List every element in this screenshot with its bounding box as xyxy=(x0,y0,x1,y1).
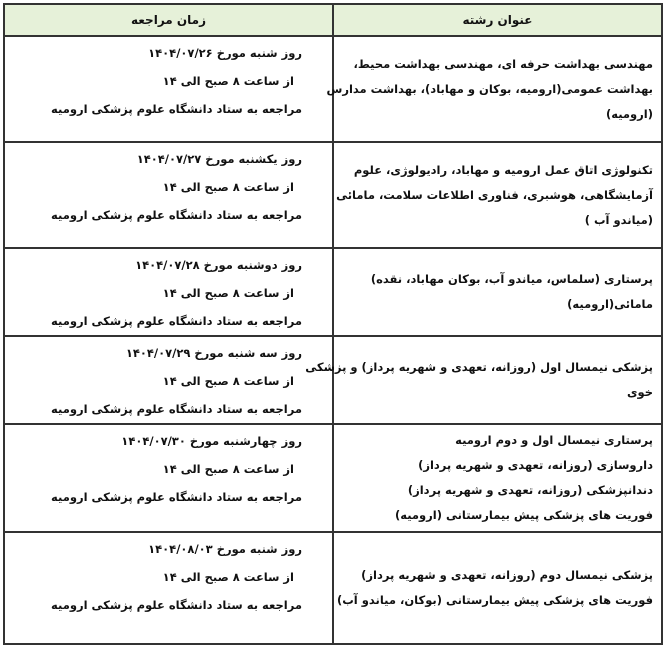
visit-place: مراجعه به ستاد دانشگاه علوم پزشکی ارومیه xyxy=(51,208,302,222)
table-body xyxy=(4,36,662,644)
field-line: فوریت های پزشکی پیش بیمارستانی (بوکان، میاندو آب) xyxy=(337,593,653,607)
table-row xyxy=(4,142,662,248)
visit-date: روز یکشنبه مورخ ۱۴۰۴/۰۷/۲۷ xyxy=(136,152,302,166)
table-row xyxy=(4,532,662,644)
field-line: پرستاری (سلماس، میاندو آب، بوکان مهاباد، نقده) xyxy=(370,272,653,286)
visit-hours: از ساعت ۸ صبح الی ۱۴ xyxy=(162,180,294,194)
header-field: عنوان رشته xyxy=(333,4,662,36)
table-row xyxy=(4,36,662,142)
time-cell xyxy=(4,142,333,248)
header-time: زمان مراجعه xyxy=(4,4,333,36)
time-cell xyxy=(4,248,333,336)
field-line: (ارومیه) xyxy=(605,106,653,121)
field-cell xyxy=(333,142,662,248)
field-line: فوریت های پزشکی پیش بیمارستانی (ارومیه) xyxy=(394,508,653,522)
visit-place: مراجعه به ستاد دانشگاه علوم پزشکی ارومیه xyxy=(51,402,302,416)
visit-hours: از ساعت ۸ صبح الی ۱۴ xyxy=(162,286,294,300)
field-line: آزمایشگاهی، هوشبری، فناوری اطلاعات سلامت، مامائی xyxy=(336,187,653,202)
field-line: تکنولوژی اتاق عمل ارومیه و مهاباد، رادیولوژی، علوم xyxy=(353,162,653,177)
field-line: مامائی(ارومیه) xyxy=(567,297,653,311)
field-line: دندانپزشکی (روزانه، تعهدی و شهریه پرداز) xyxy=(407,483,653,497)
visit-place: مراجعه به ستاد دانشگاه علوم پزشکی ارومیه xyxy=(51,598,302,612)
visit-date: روز سه شنبه مورخ ۱۴۰۴/۰۷/۲۹ xyxy=(125,346,302,360)
field-line: پزشکی نیمسال دوم (روزانه، تعهدی و شهریه پرداز) xyxy=(361,568,653,582)
visit-hours: از ساعت ۸ صبح الی ۱۴ xyxy=(162,570,294,584)
time-cell xyxy=(4,36,333,142)
visit-hours: از ساعت ۸ صبح الی ۱۴ xyxy=(162,374,294,388)
visit-hours: از ساعت ۸ صبح الی ۱۴ xyxy=(162,74,294,88)
field-line: خوی xyxy=(626,385,653,399)
visit-place: مراجعه به ستاد دانشگاه علوم پزشکی ارومیه xyxy=(51,102,302,116)
table-row xyxy=(4,424,662,532)
field-cell xyxy=(333,248,662,336)
visit-date: روز دوشنبه مورخ ۱۴۰۴/۰۷/۲۸ xyxy=(135,258,302,272)
visit-hours: از ساعت ۸ صبح الی ۱۴ xyxy=(162,462,294,476)
field-cell xyxy=(326,36,662,142)
field-cell xyxy=(333,532,662,644)
visit-date: روز چهارشنبه مورخ ۱۴۰۴/۰۷/۳۰ xyxy=(121,434,302,448)
visit-date: روز شنبه مورخ ۱۴۰۴/۰۸/۰۳ xyxy=(148,542,302,556)
visit-place: مراجعه به ستاد دانشگاه علوم پزشکی ارومیه xyxy=(51,314,302,328)
field-line: پزشکی نیمسال اول (روزانه، تعهدی و شهریه پرداز) و پزشکی xyxy=(305,360,653,374)
schedule-table xyxy=(3,3,663,645)
field-cell xyxy=(333,424,662,532)
visit-date: روز شنبه مورخ ۱۴۰۴/۰۷/۲۶ xyxy=(148,46,302,60)
field-cell xyxy=(305,336,662,424)
field-line: مهندسی بهداشت حرفه ای، مهندسی بهداشت محیط، xyxy=(353,56,653,71)
field-line: داروسازی (روزانه، تعهدی و شهریه پرداز) xyxy=(418,458,653,472)
table-row xyxy=(4,248,662,336)
time-cell xyxy=(4,336,333,424)
visit-place: مراجعه به ستاد دانشگاه علوم پزشکی ارومیه xyxy=(51,490,302,504)
field-line: بهداشت عمومی(ارومیه، بوکان و مهاباد)، بهداشت مدارس xyxy=(326,81,653,96)
table-row xyxy=(4,336,662,424)
field-line: پرستاری نیمسال اول و دوم ارومیه xyxy=(455,433,653,447)
time-cell xyxy=(4,532,333,644)
header-row xyxy=(4,4,662,36)
time-cell xyxy=(4,424,333,532)
field-line: (میاندو آب ) xyxy=(584,212,653,227)
